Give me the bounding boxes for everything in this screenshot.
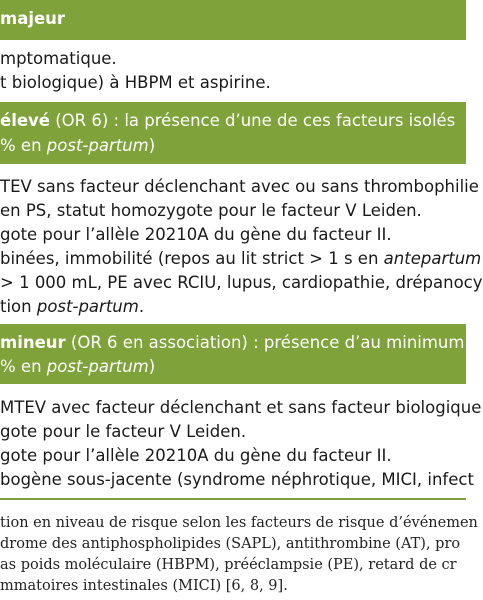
risk-band-low [0, 324, 481, 384]
risk-band-low-line1 [0, 333, 480, 352]
table-bottom-rule [0, 498, 466, 500]
high-row-6 [0, 296, 144, 318]
major-row-2: t biologique) à HBPM et aspirine. [0, 73, 271, 92]
risk-band-major [0, 0, 466, 40]
risk-band-high-line1 [0, 111, 455, 130]
low-row-4: bogène sous-jacente (syndrome néphrotique, MICI, infect [0, 470, 474, 489]
low-row-2: gote pour le facteur V Leiden. [0, 422, 247, 441]
high-row-2-text: en PS, statut homozygote pour le facteur V Leiden. [0, 201, 422, 220]
risk-low-line2-post: ) [148, 357, 156, 376]
high-row-6-text: tion [0, 297, 37, 316]
high-row-4-text: binées, immobilité (repos au lit strict > 1 s en [0, 249, 384, 268]
high-row-6-post: . [138, 297, 145, 316]
major-row-1: mptomatique. [0, 49, 117, 68]
risk-high-description: (OR 6) : la présence d’une de ces facteurs isolés [49, 111, 456, 130]
risk-high-line2-em: post-partum [46, 136, 149, 155]
risk-high-line2-post: ) [148, 136, 156, 155]
risk-band-major-title [0, 9, 65, 28]
caption-line-4: mmatoires intestinales (MICI) [6, 8, 9]. [0, 578, 288, 594]
risk-low-line2-em: post-partum [46, 357, 149, 376]
high-row-4-em: antepartum [383, 249, 482, 268]
high-row-1 [0, 176, 479, 198]
caption-line-2: drome des antiphospholipides (SAPL), antithrombine (AT), pro [0, 536, 461, 552]
caption-line-1: tion en niveau de risque selon les facteurs de risque d’événemen [0, 515, 478, 531]
high-row-3 [0, 224, 392, 246]
risk-low-line2-pre: % en [0, 357, 47, 376]
caption-line-3: as poids moléculaire (HBPM), prééclampsie (PE), retard de cr [0, 557, 457, 573]
high-row-6-em: post-partum [36, 297, 139, 316]
high-row-2 [0, 200, 422, 222]
risk-high-line2-pre: % en [0, 136, 47, 155]
low-row-1: MTEV avec facteur déclenchant et sans facteur biologique [0, 398, 482, 417]
risk-low-description: (OR 6 en association) : présence d’au minimum u [65, 333, 481, 352]
high-row-1-text: TEV sans facteur déclenchant avec ou sans thrombophilie [0, 177, 479, 196]
risk-band-low-line2 [0, 357, 155, 376]
high-row-4 [0, 248, 481, 270]
risk-band-high [0, 102, 466, 164]
high-row-3-text: gote pour l’allèle 20210A du gène du facteur II. [0, 225, 392, 244]
low-row-3: gote pour l’allèle 20210A du gène du facteur II. [0, 446, 392, 465]
risk-major-label: majeur [0, 9, 66, 28]
risk-high-label: élevé [0, 111, 50, 130]
risk-band-high-line2 [0, 136, 155, 155]
risk-low-label: mineur [0, 333, 66, 352]
high-row-5 [0, 272, 483, 294]
high-row-5-text: > 1 000 mL, PE avec RCIU, lupus, cardiopathie, drépanocy [0, 273, 483, 292]
